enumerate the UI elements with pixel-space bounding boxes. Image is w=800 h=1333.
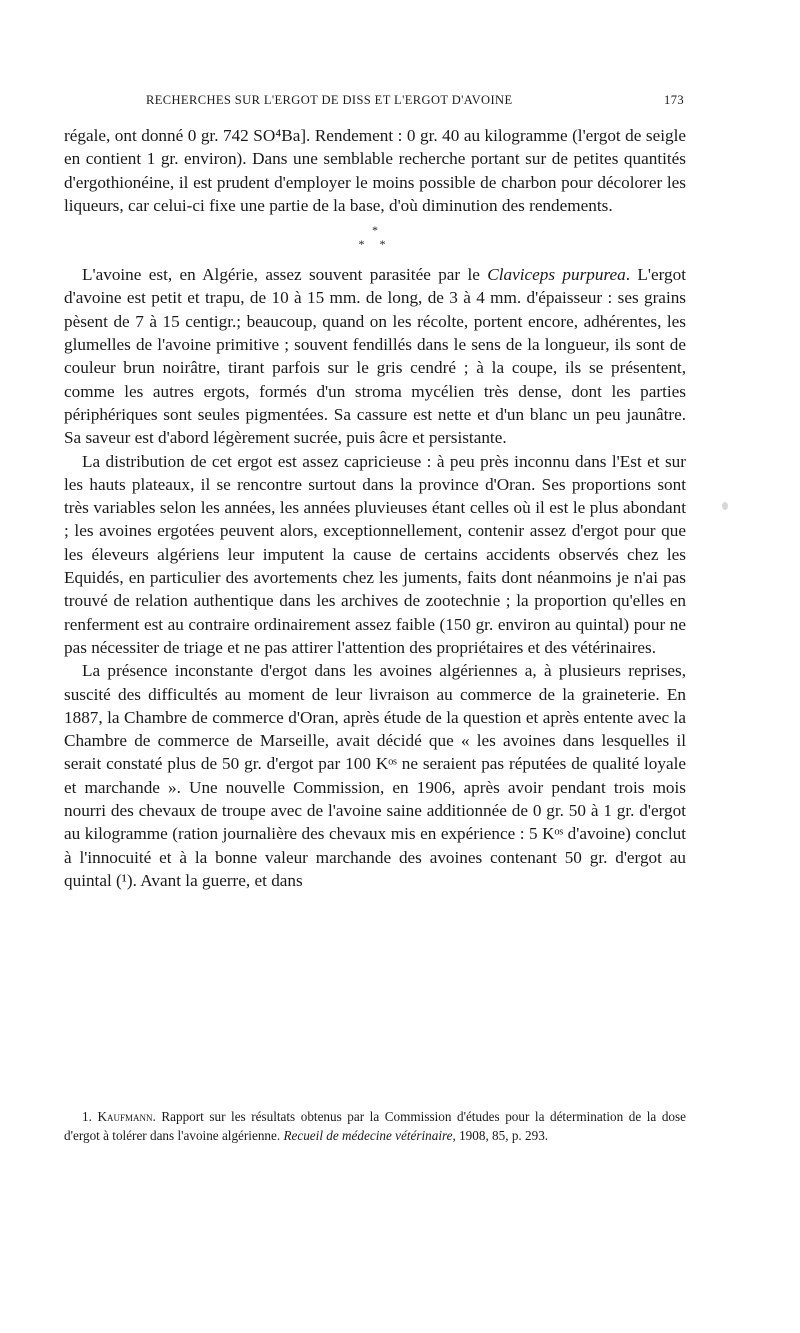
footnote-journal: Recueil de médecine vétérinaire [283, 1128, 453, 1143]
separator-star-top: * [372, 223, 378, 238]
paragraph-commerce: La présence inconstante d'ergot dans les avoines algériennes a, à plusieurs reprises, suscité des difficultés au moment de leur livraison au commerce de la graineterie. En 1887, la Chambre de commerce d'Oran, après étude de la question et après entente avec la Chambre de commerce de Marseille, avait décidé que « les avoines dans lesquelles il serait constaté plus de 50 gr. d'ergot par 100 Kᵒˢ ne seraient pas réputées de qualité loyale et marchande ». Une nouvelle Commission, en 1906, après avoir pendant trois mois nourri des chevaux de troupe avec de l'avoine saine additionnée de 0 gr. 50 à 1 gr. d'ergot au kilogramme (ration journalière des chevaux mis en expérience : 5 Kᵒˢ d'avoine) conclut à l'innocuité et à la bonne valeur marchande des avoines contenant 50 gr. d'ergot au quintal (¹). Avant la guerre, et dans [64, 661, 686, 890]
footnote-body: Rapport sur les résultats obtenus par la Commission d'études pour la détermination de la dose d'ergot à tolérer dans l'avoine algérienne. [64, 1109, 687, 1143]
body-text [64, 124, 686, 892]
footnote [64, 1107, 686, 1145]
separator-stars-bottom: * * [358, 237, 392, 252]
paragraph-text-after: . L'ergot d'avoine est petit et trapu, de 10 à 15 mm. de long, de 3 à 4 mm. d'épaisseur : ses grains pèsent de 7 à 15 centigr.; beaucoup, quand on les récolte, portent encore, adhérentes, les glumelles de l'avoine primitive ; souvent fendillés dans le sens de la longueur, ils sont de couleur brun noirâtre, tirant parfois sur le gris cendré ; à la coupe, ils se présentent, comme les autres ergots, formés d'un stroma mycélien très dense, dont les parties périphériques sont seules pigmentées. Sa cassure est nette et d'un blanc un peu jaunâtre. Sa saveur est d'abord légèrement sucrée, puis âcre et persistante. [64, 265, 686, 448]
paragraph-distribution: La distribution de cet ergot est assez capricieuse : à peu près inconnu dans l'Est et sur les hauts plateaux, il se rencontre surtout dans la province d'Oran. Ses proportions sont très variables selon les années, les années pluvieuses étant celles où il est le plus abondant ; les avoines ergotées peuvent alors, exceptionnellement, contenir assez d'ergot pour que les éleveurs algériens leur imputent la cause de certains accidents observés chez les Equidés, en particulier des avortements chez les juments, faits dont néanmoins je n'ai pas trouvé de relation authentique dans les archives de zootechnie ; la proportion qu'elles en renferment est au contraire ordinairement assez faible (150 gr. environ au quintal) pour ne pas nécessiter de triage et ne pas attirer l'attention des propriétaires et des vétérinaires. [64, 451, 686, 657]
paragraph-continuation: régale, ont donné 0 gr. 742 SO⁴Ba]. Rendement : 0 gr. 40 au kilogramme (l'ergot de seigle en contient 1 gr. environ). Dans une semblable recherche portant sur de petites quantités d'ergothionéine, il est prudent d'employer le moins possible de charbon pour décolorer les liqueurs, car celui-ci fixe une partie de la base, d'où diminution des rendements. [64, 126, 686, 215]
species-name: Claviceps purpurea [487, 265, 626, 285]
paragraph-oat-ergot-description [64, 263, 686, 449]
footnote-text [64, 1107, 686, 1145]
paragraph-text-before: L'avoine est, en Algérie, assez souvent parasitée par le [82, 265, 488, 285]
section-separator [64, 217, 686, 263]
footnote-author: Kaufmann. [97, 1109, 156, 1124]
paper-smudge [722, 502, 728, 510]
page [64, 0, 686, 1333]
running-title: RECHERCHES SUR L'ERGOT DE DISS ET L'ERGOT D'AVOINE [146, 93, 513, 107]
page-number: 173 [664, 93, 684, 107]
running-head [64, 93, 686, 113]
footnote-number: 1. [82, 1109, 92, 1124]
footnote-tail: , 1908, 85, p. 293. [452, 1128, 549, 1143]
